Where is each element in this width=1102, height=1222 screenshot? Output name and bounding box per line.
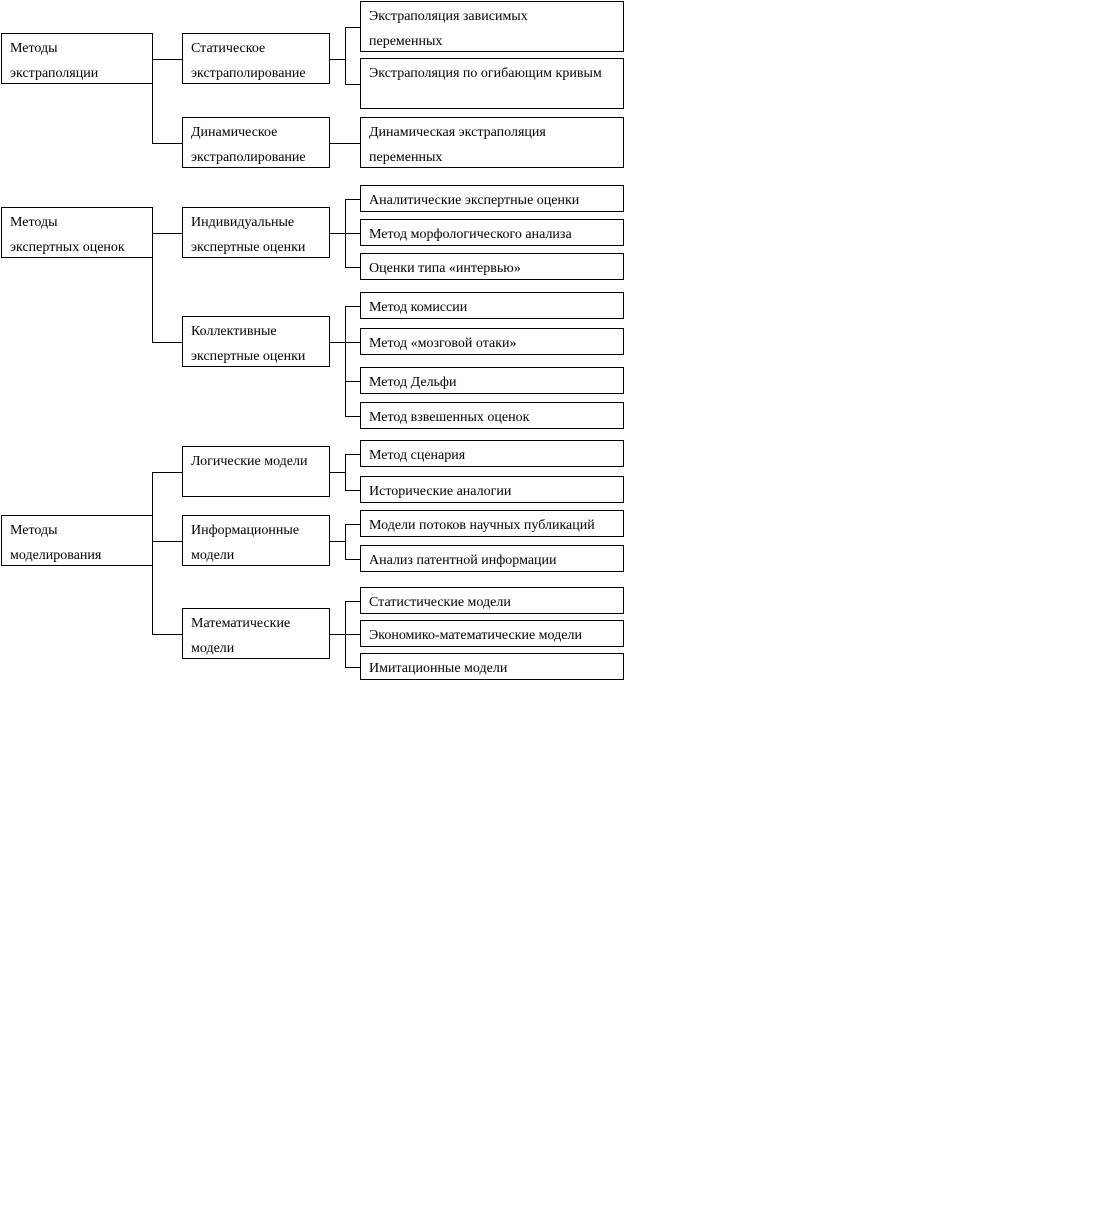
connector-branch-out — [330, 634, 345, 635]
connector-leaf — [345, 454, 360, 455]
leaf-box-scenario-line: Метод сценария — [369, 448, 466, 463]
connector-trunk — [152, 472, 153, 635]
branch-box-informational-line: модели — [191, 548, 235, 563]
connector-leaf — [345, 306, 360, 307]
leaf-box-delphi — [360, 367, 624, 394]
root-box-modeling — [1, 515, 153, 566]
connector-leaf — [345, 524, 360, 525]
branch-box-informational — [182, 515, 330, 566]
leaf-box-morphological — [360, 219, 624, 246]
connector-branch — [152, 472, 182, 473]
leaf-box-dynamic-vars-line: переменных — [369, 150, 443, 165]
leaf-box-historical-line: Исторические аналогии — [369, 484, 512, 499]
connector-leaf — [345, 267, 360, 268]
connector-leaf — [345, 634, 360, 635]
branch-box-informational-line: Информационные — [191, 523, 300, 538]
branch-box-collective-line: экспертные оценки — [191, 349, 306, 364]
connector-leaf — [345, 84, 360, 85]
root-box-expert-line: экспертных оценок — [10, 240, 125, 255]
leaf-box-analytic — [360, 185, 624, 212]
connector-branch — [152, 342, 182, 343]
branch-box-logical-line: Логические модели — [191, 454, 308, 469]
connector-leaf-trunk — [345, 454, 346, 491]
root-box-extrapolation-line: экстраполяции — [10, 66, 99, 81]
branch-box-mathematical — [182, 608, 330, 659]
root-box-extrapolation-line: Методы — [10, 41, 58, 56]
connector-branch — [152, 59, 182, 60]
leaf-box-publications-line: Модели потоков научных публикаций — [369, 518, 595, 533]
connector-branch — [152, 143, 182, 144]
connector-branch-out — [330, 233, 345, 234]
leaf-box-patent-line: Анализ патентной информации — [369, 553, 557, 568]
leaf-box-historical — [360, 476, 624, 503]
branch-box-collective — [182, 316, 330, 367]
leaf-box-weighted — [360, 402, 624, 429]
leaf-box-simulation-line: Имитационные модели — [369, 661, 508, 676]
connector-branch — [152, 541, 182, 542]
connector-leaf — [345, 233, 360, 234]
connector-leaf — [345, 667, 360, 668]
branch-box-individual-line: Индивидуальные — [191, 215, 295, 230]
connector-branch — [152, 233, 182, 234]
branch-box-mathematical-line: модели — [191, 641, 235, 656]
leaf-box-envelope-curves-line: Экстраполяция по огибающим кривым — [369, 66, 602, 81]
connector-leaf — [345, 381, 360, 382]
branch-box-individual — [182, 207, 330, 258]
root-box-modeling-line: Методы — [10, 523, 58, 538]
branch-box-individual-line: экспертные оценки — [191, 240, 306, 255]
connector-leaf — [345, 490, 360, 491]
root-box-modeling-line: моделирования — [10, 548, 102, 563]
branch-box-dynamic-line: экстраполирование — [191, 150, 306, 165]
leaf-box-patent — [360, 545, 624, 572]
connector-leaf — [345, 143, 360, 144]
connector-branch-out — [330, 541, 345, 542]
leaf-box-interview — [360, 253, 624, 280]
leaf-box-brainstorm-line: Метод «мозговой отаки» — [369, 336, 517, 351]
connector-leaf — [345, 416, 360, 417]
leaf-box-commission — [360, 292, 624, 319]
connector-leaf — [345, 27, 360, 28]
leaf-box-simulation — [360, 653, 624, 680]
connector-branch-out — [330, 59, 345, 60]
leaf-box-interview-line: Оценки типа «интервью» — [369, 261, 521, 276]
leaf-box-delphi-line: Метод Дельфи — [369, 375, 457, 390]
leaf-box-dynamic-vars — [360, 117, 624, 168]
root-box-extrapolation — [1, 33, 153, 84]
connector-branch-out — [330, 342, 345, 343]
branch-box-static-line: экстраполирование — [191, 66, 306, 81]
leaf-box-econometric — [360, 620, 624, 647]
leaf-box-dependent-vars-line: Экстраполяция зависимых — [369, 9, 528, 24]
leaf-box-brainstorm — [360, 328, 624, 355]
branch-box-collective-line: Коллективные — [191, 324, 277, 339]
root-box-expert-line: Методы — [10, 215, 58, 230]
connector-leaf — [345, 601, 360, 602]
connector-leaf — [345, 199, 360, 200]
leaf-box-dependent-vars-line: переменных — [369, 34, 443, 49]
leaf-box-weighted-line: Метод взвешенных оценок — [369, 410, 530, 425]
leaf-box-envelope-curves — [360, 58, 624, 109]
connector-trunk — [152, 59, 153, 144]
branch-box-static — [182, 33, 330, 84]
leaf-box-analytic-line: Аналитические экспертные оценки — [369, 193, 580, 208]
connector-branch-out — [330, 143, 345, 144]
root-box-expert — [1, 207, 153, 258]
connector-branch-out — [330, 472, 345, 473]
leaf-box-statistical — [360, 587, 624, 614]
leaf-box-scenario — [360, 440, 624, 467]
connector-branch — [152, 634, 182, 635]
leaf-box-econometric-line: Экономико-математические модели — [369, 628, 582, 643]
connector-leaf-trunk — [345, 306, 346, 417]
leaf-box-dependent-vars — [360, 1, 624, 52]
leaf-box-morphological-line: Метод морфологического анализа — [369, 227, 572, 242]
leaf-box-publications — [360, 510, 624, 537]
connector-leaf — [345, 559, 360, 560]
branch-box-static-line: Статическое — [191, 41, 266, 56]
leaf-box-dynamic-vars-line: Динамическая экстраполяция — [369, 125, 546, 140]
connector-leaf — [345, 342, 360, 343]
branch-box-dynamic-line: Динамическое — [191, 125, 278, 140]
branch-box-dynamic — [182, 117, 330, 168]
connector-trunk — [152, 233, 153, 343]
leaf-box-statistical-line: Статистические модели — [369, 595, 511, 610]
connector-leaf-trunk — [345, 27, 346, 85]
branch-box-mathematical-line: Математические — [191, 616, 291, 631]
connector-leaf-trunk — [345, 524, 346, 560]
leaf-box-commission-line: Метод комиссии — [369, 300, 468, 315]
branch-box-logical — [182, 446, 330, 497]
